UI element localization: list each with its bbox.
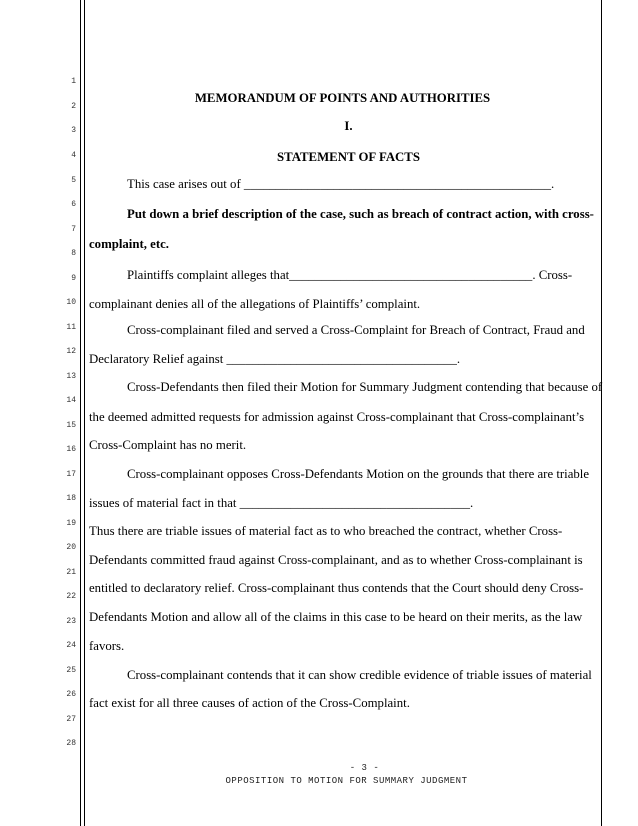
body-line: Declaratory Relief against ____________________________________.: [89, 352, 461, 366]
line-number: 19: [66, 519, 76, 528]
line-number: 16: [66, 445, 76, 454]
body-line: issues of material fact in that ____________________________________.: [89, 496, 474, 510]
body-line: favors.: [89, 639, 125, 653]
body-line: Defendants Motion and allow all of the claims in this case to be heard on their merits, as the law: [89, 610, 583, 624]
body-line: Cross-Complaint has no merit.: [89, 438, 247, 452]
body-line: Cross-complainant opposes Cross-Defendants Motion on the grounds that there are triable: [127, 467, 590, 481]
body-line: Cross-complainant contends that it can show credible evidence of triable issues of material: [127, 668, 592, 682]
body-line: Plaintiffs complaint alleges that______________________________________. Cross-: [127, 268, 573, 282]
section-numeral: I.: [344, 119, 353, 133]
line-number: 4: [71, 151, 76, 160]
line-number: 24: [66, 641, 76, 650]
line-number: 28: [66, 739, 76, 748]
line-number: 20: [66, 543, 76, 552]
section-heading: STATEMENT OF FACTS: [277, 150, 420, 164]
line-number: 5: [71, 176, 76, 185]
line-number: 11: [66, 323, 76, 332]
line-number: 27: [66, 715, 76, 724]
line-number: 22: [66, 592, 76, 601]
line-number: 7: [71, 225, 76, 234]
line-number: 23: [66, 617, 76, 626]
body-line: entitled to declaratory relief. Cross-complainant thus contends that the Court should deny Cross-: [89, 581, 584, 595]
line-number: 2: [71, 102, 76, 111]
right-margin-rule: [601, 0, 602, 826]
line-number: 26: [66, 690, 76, 699]
line-number: 3: [71, 126, 76, 135]
line-number: 8: [71, 249, 76, 258]
line-number: 1: [71, 77, 76, 86]
line-number: 18: [66, 494, 76, 503]
body-line: the deemed admitted requests for admission against Cross-complainant that Cross-complainant’s: [89, 410, 585, 424]
line-number: 14: [66, 396, 76, 405]
body-line: Defendants committed fraud against Cross-complainant, and as to whether Cross-complainant is: [89, 553, 583, 567]
line-number: 21: [66, 568, 76, 577]
body-line: This case arises out of ________________________________________________.: [127, 177, 555, 191]
footer-caption: OPPOSITION TO MOTION FOR SUMMARY JUDGMENT: [225, 776, 468, 786]
line-number: 9: [71, 274, 76, 283]
body-line: Cross-complainant filed and served a Cross-Complaint for Breach of Contract, Fraud and: [127, 323, 585, 337]
line-number: 6: [71, 200, 76, 209]
body-line: Cross-Defendants then filed their Motion for Summary Judgment contending that because of: [127, 380, 603, 394]
line-number: 25: [66, 666, 76, 675]
body-line: Thus there are triable issues of material fact as to who breached the contract, whether Cross-: [89, 524, 563, 538]
body-line-instruction: Put down a brief description of the case, such as breach of contract action, with cross-: [127, 207, 594, 221]
body-line: fact exist for all three causes of action of the Cross-Complaint.: [89, 696, 410, 710]
left-margin-rule-outer: [80, 0, 81, 826]
line-number: 10: [66, 298, 76, 307]
line-number: 12: [66, 347, 76, 356]
line-number: 15: [66, 421, 76, 430]
line-number: 17: [66, 470, 76, 479]
page-number: - 3 -: [349, 763, 380, 773]
memorandum-title: MEMORANDUM OF POINTS AND AUTHORITIES: [194, 91, 491, 105]
line-number: 13: [66, 372, 76, 381]
body-line: complainant denies all of the allegations of Plaintiffs’ complaint.: [89, 297, 421, 311]
body-line-instruction: complaint, etc.: [89, 237, 169, 251]
